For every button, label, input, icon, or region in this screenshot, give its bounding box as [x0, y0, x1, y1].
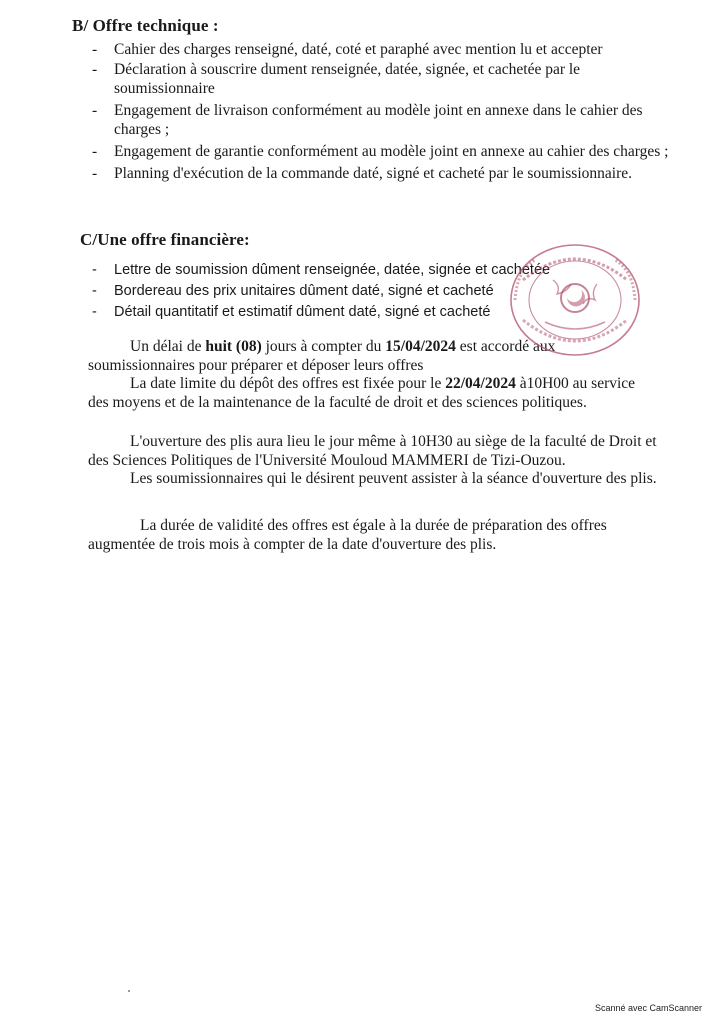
list-item: - Planning d'exécution de la commande daté, signé et cacheté par le soumissionnaire. [92, 165, 632, 182]
delay-paragraph: Un délai de huit (08) jours à compter du 15/04/2024 est accordé aux soumissionnaires pour préparer et déposer leurs offres [88, 338, 556, 374]
opening-paragraph: L'ouverture des plis aura lieu le jour même à 10H30 au siège de la faculté de Droit et des Sciences Politiques de l'Université Mouloud MAMMERI de Tizi-Ouzou. [88, 433, 657, 469]
list-item: - Lettre de soumission dûment renseignée, datée, signée et cachetée [92, 262, 551, 278]
deadline-paragraph: La date limite du dépôt des offres est fixée pour le 22/04/2024 à10H00 au service des moyens et de la maintenance de la faculté de droit et des sciences politiques. [88, 375, 636, 411]
list-item: - Engagement de garantie conformément au modèle joint en annexe au cahier des charges ; [92, 143, 669, 160]
validity-paragraph: La durée de validité des offres est égale à la durée de préparation des offres augmentée de trois mois à compter de la date d'ouverture des plis. [88, 517, 607, 553]
list-item: - Bordereau des prix unitaires dûment daté, signé et cacheté [92, 283, 494, 299]
technical-offer-list [88, 40, 678, 184]
list-item: - Déclaration à souscrire dument renseignée, datée, signée, et cachetée par le soumissionnaire [92, 61, 581, 97]
scan-speck [128, 990, 130, 992]
list-item: - Cahier des charges renseigné, daté, coté et paraphé avec mention lu et accepter [92, 41, 603, 58]
official-stamp [505, 240, 645, 360]
scanner-footer: Scanné avec CamScanner [594, 1003, 702, 1013]
financial-offer-heading: C/Une offre financière: [80, 230, 250, 249]
list-item: - Engagement de livraison conformément au modèle joint en annexe dans le cahier des charges ; [92, 102, 643, 138]
technical-offer-heading: B/ Offre technique : [72, 16, 219, 35]
attendance-paragraph: Les soumissionnaires qui le désirent peuvent assister à la séance d'ouverture des plis. [130, 470, 657, 487]
list-item: - Détail quantitatif et estimatif dûment daté, signé et cacheté [92, 304, 491, 320]
